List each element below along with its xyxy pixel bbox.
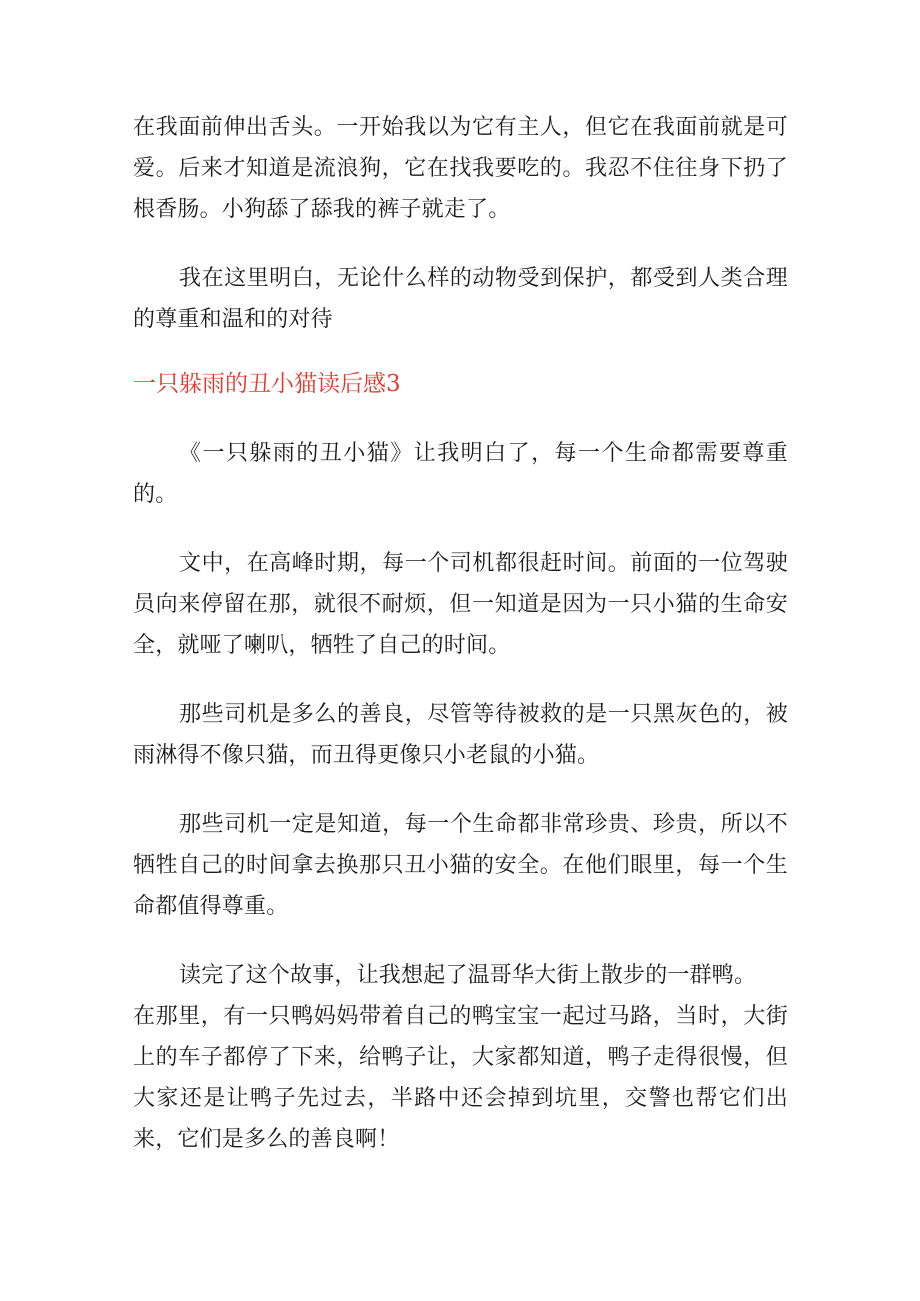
paragraph-vancouver-ducks: 读完了这个故事，让我想起了温哥华大街上散步的一群鸭。: [179, 963, 757, 988]
paragraph-drivers-rush: 文中，在高峰时期，每一个司机都很赶时间。前面的一位驾驶员向来停留在那，就很不耐烦，但一知道是因为一只小猫的生命安全，就哑了喇叭，牺牲了自己的时间。: [133, 551, 788, 658]
paragraph-drivers-kind: 那些司机是多么的善良，尽管等待被救的是一只黑灰色的，被雨淋得不像只猫，而丑得更像只小老鼠的小猫。: [133, 702, 788, 768]
section-heading: 一只躲雨的丑小猫读后感3: [133, 371, 401, 397]
paragraph-ducks-crossing: 在那里，有一只鸭妈妈带着自己的鸭宝宝一起过马路，当时，大街上的车子都停了下来，给鸭子让，大家都知道，鸭子走得很慢，但大家还是让鸭子先过去，半路中还会掉到坑里，交警也帮它们出来，它们是多么的善良啊！: [133, 1004, 788, 1152]
paragraph-stray-dog: 在我面前伸出舌头。一开始我以为它有主人，但它在我面前就是可爱。后来才知道是流浪狗，它在找我要吃的。我忍不住往身下扔了根香肠。小狗舔了舔我的裤子就走了。: [133, 115, 788, 222]
paragraph-every-life: 那些司机一定是知道，每一个生命都非常珍贵、珍贵，所以不牺牲自己的时间拿去换那只丑小猫的安全。在他们眼里，每一个生命都值得尊重。: [133, 812, 788, 919]
paragraph-respect-animals: 我在这里明白，无论什么样的动物受到保护，都受到人类合理的尊重和温和的对待: [133, 266, 788, 332]
paragraph-book-lesson: 《一只躲雨的丑小猫》让我明白了，每一个生命都需要尊重的。: [133, 441, 788, 507]
